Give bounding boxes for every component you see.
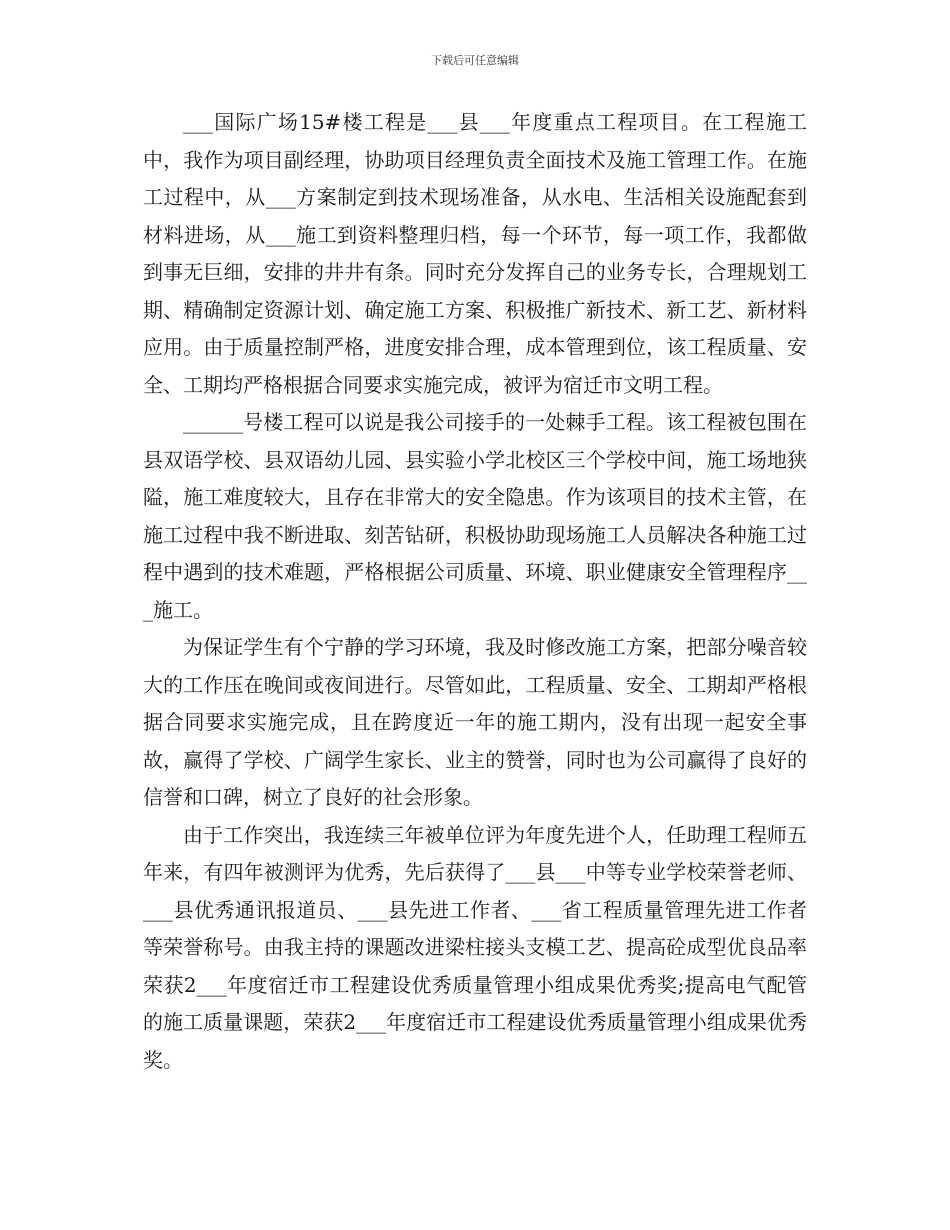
paragraph-4: 由于工作突出，我连续三年被单位评为年度先进个人，任助理工程师五年来，有四年被测评为优秀，先后获得了___县___中等专业学校荣誉老师、___县优秀通讯报道员、___县先进工作者、___省工程质量管理先进工作者等荣誉称号。由我主持的课题改进梁柱接头支模工艺、提高砼成型优良品率荣获2___年度宿迁市工程建设优秀质量管理小组成果优秀奖;提高电气配管的施工质量课题，荣获2___年度宿迁市工程建设优秀质量管理小组成果优秀奖。 [143,822,807,1072]
paragraph-3: 为保证学生有个宁静的学习环境，我及时修改施工方案，把部分噪音较大的工作压在晚间或夜间进行。尽管如此，工程质量、安全、工期却严格根据合同要求实施完成，且在跨度近一年的施工期内，没有出现一起安全事故，赢得了学校、广阔学生家长、业主的赞誉，同时也为公司赢得了良好的信誉和口碑，树立了良好的社会形象。 [143,635,807,809]
document-body [143,104,807,1079]
page-header-note: 下载后可任意编辑 [431,54,519,67]
paragraph-2: ______号楼工程可以说是我公司接手的一处棘手工程。该工程被包围在县双语学校、县双语幼儿园、县实验小学北校区三个学校中间，施工场地狭隘，施工难度较大，且存在非常大的安全隐患。作为该项目的技术主管，在施工过程中我不断进取、刻苦钻研，积极协助现场施工人员解决各种施工过程中遇到的技术难题，严格根据公司质量、环境、职业健康安全管理程序___施工。 [143,410,807,622]
paragraph-1: ___国际广场15#楼工程是___县___年度重点工程项目。在工程施工中，我作为项目副经理，协助项目经理负责全面技术及施工管理工作。在施工过程中，从___方案制定到技术现场准备，从水电、生活相关设施配套到材料进场，从___施工到资料整理归档，每一个环节，每一项工作，我都做到事无巨细，安排的井井有条。同时充分发挥自己的业务专长，合理规划工期、精确制定资源计划、确定施工方案、积极推广新技术、新工艺、新材料应用。由于质量控制严格，进度安排合理，成本管理到位，该工程质量、安全、工期均严格根据合同要求实施完成，被评为宿迁市文明工程。 [143,110,807,397]
